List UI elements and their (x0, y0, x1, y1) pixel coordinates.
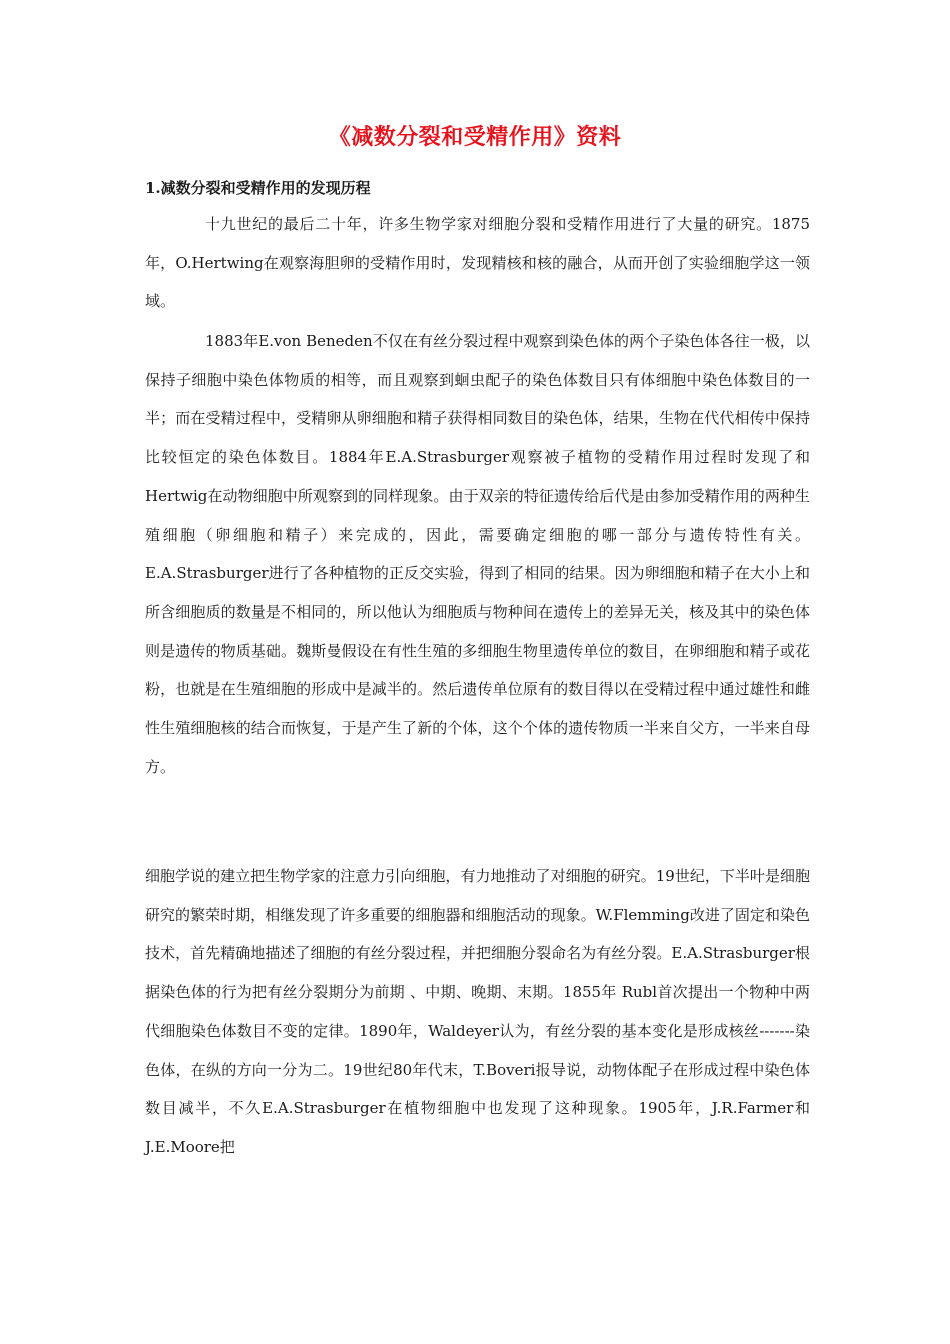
paragraph-1: 十九世纪的最后二十年，许多生物学家对细胞分裂和受精作用进行了大量的研究。1875年，O.Hertwing在观察海胆卵的受精作用时，发现精核和核的融合，从而开创了实验细胞学这一领域。 (145, 215, 810, 311)
document-title: 《减数分裂和受精作用》资料 (328, 124, 622, 150)
paragraph-3: 细胞学说的建立把生物学家的注意力引向细胞，有力地推动了对细胞的研究。19世纪，下半叶是细胞研究的繁荣时期，相继发现了许多重要的细胞器和细胞活动的现象。W.Flemming改进了固定和染色技术，首先精确地描述了细胞的有丝分裂过程，并把细胞分裂命名为有丝分裂。E.A.Strasburger根据染色体的行为把有丝分裂期分为前期 、中期、晚期、末期。1855年 Rubl首次提出一个物种中两代细胞染色体数目不变的定律。1890年，Waldeyer认为，有丝分裂的基本变化是形成核丝-------染色体，在纵的方向一分为二。19世纪80年代末，T.Boveri报导说，动物体配子在形成过程中染色体数目减半，不久E.A.Strasburger在植物细胞中也发现了这种现象。1905年，J.R.Farmer和J.E.Moore把 (145, 867, 810, 1156)
paragraph-2: 1883年E.von Beneden不仅在有丝分裂过程中观察到染色体的两个子染色体各往一极，以保持子细胞中染色体物质的相等，而且观察到蛔虫配子的染色体数目只有体细胞中染色体数目的一半；而在受精过程中，受精卵从卵细胞和精子获得相同数目的染色体，结果，生物在代代相传中保持比较恒定的染色体数目。1884年E.A.Strasburger观察被子植物的受精作用过程时发现了和Hertwig在动物细胞中所观察到的同样现象。由于双亲的特征遗传给后代是由参加受精作用的两种生殖细胞（卵细胞和精子）来完成的，因此，需要确定细胞的哪一部分与遗传特性有关。E.A.Strasburger进行了各种植物的正反交实验，得到了相同的结果。因为卵细胞和精子在大小上和所含细胞质的数量是不相同的，所以他认为细胞质与物种间在遗传上的差异无关，核及其中的染色体则是遗传的物质基础。魏斯曼假设在有性生殖的多细胞生物里遗传单位的数目，在卵细胞和精子或花粉，也就是在生殖细胞的形成中是减半的。然后遗传单位原有的数目得以在受精过程中通过雄性和雌性生殖细胞核的结合而恢复，于是产生了新的个体，这个个体的遗传物质一半来自父方，一半来自母方。 (145, 332, 810, 776)
section-heading: 1.减数分裂和受精作用的发现历程 (145, 179, 371, 197)
